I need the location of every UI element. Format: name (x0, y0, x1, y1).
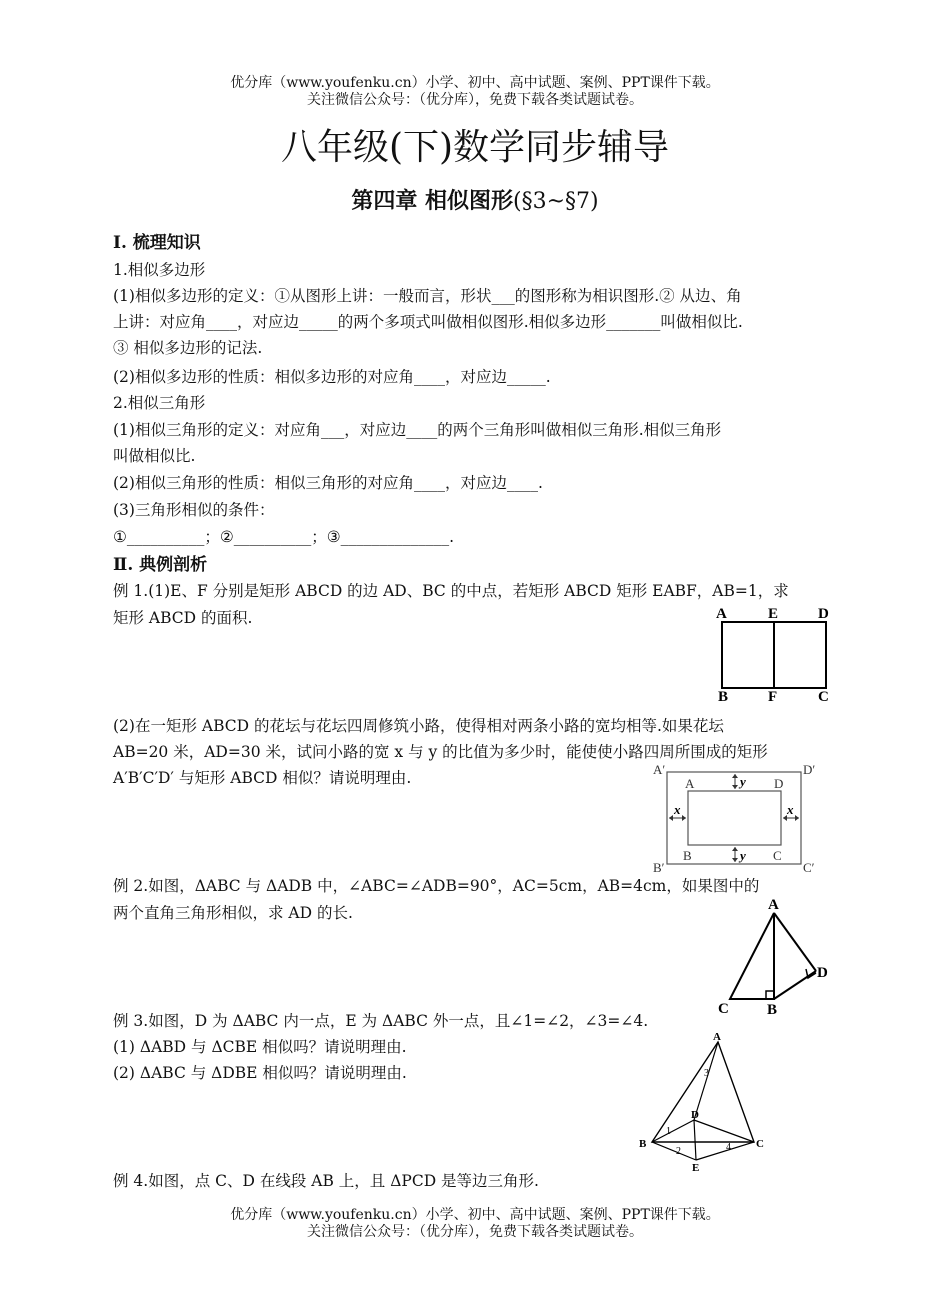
label-x-right: x (787, 802, 794, 817)
label-x-left: x (674, 802, 681, 817)
section-2-heading: Ⅱ. 典例剖析 (113, 555, 208, 575)
label-A: A (685, 776, 695, 791)
section-1-line: (2)相似多边形的性质：相似多边形的对应角____，对应边_____. (113, 368, 551, 386)
section-1-line: 上讲：对应角____，对应边_____的两个多项式叫做相似图形.相似多边形_______叫做相似比. (113, 313, 743, 331)
example-4-line: 例 4.如图，点 C、D 在线段 AB 上，且 ΔPCD 是等边三角形. (113, 1172, 539, 1190)
header-line-2: 关注微信公众号：（优分库），免费下载各类试题试卷。 (307, 92, 643, 108)
section-1-line: ①__________；②__________；③______________. (113, 528, 455, 546)
label-D: D (818, 606, 829, 622)
label-D: D (774, 776, 784, 791)
section-1-line: 1.相似多边形 (113, 261, 206, 279)
angle-2: 2 (676, 1146, 681, 1157)
example-1b-line: (2)在一矩形 ABCD 的花坛与花坛四周修筑小路，使得相对两条小路的宽均相等.如果花坛 (113, 717, 724, 735)
label-B: B (718, 689, 729, 705)
label-C-prime: C′ (803, 860, 815, 875)
label-D: D (817, 965, 828, 981)
page-title: 八年级(下)数学同步辅导 (280, 127, 670, 168)
label-B: B (767, 1002, 778, 1018)
angle-3: 3 (704, 1068, 709, 1079)
section-1-line: (1)相似多边形的定义：①从图形上讲：一般而言，形状___的图形称为相识图形.② 从边、角 (113, 287, 742, 305)
label-A: A (716, 606, 727, 622)
label-C: C (818, 689, 829, 705)
label-C: C (718, 1001, 729, 1017)
chapter-ref: (§3~§7) (513, 189, 599, 214)
section-1-line: (2)相似三角形的性质：相似三角形的对应角____，对应边____. (113, 474, 543, 492)
section-1-line: 2.相似三角形 (113, 394, 206, 412)
figure-rect-abcd (712, 604, 842, 704)
figure-garden-path (650, 760, 830, 874)
example-3-line: (1) ΔABD 与 ΔCBE 相似吗？请说明理由. (113, 1038, 407, 1056)
label-E: E (692, 1162, 700, 1174)
example-3-line: (2) ΔABC 与 ΔDBE 相似吗？请说明理由. (113, 1064, 407, 1082)
label-E: E (768, 606, 779, 622)
label-B-prime: B′ (653, 860, 665, 875)
section-1-heading: Ⅰ. 梳理知识 (113, 233, 201, 253)
angle-1: 1 (666, 1126, 671, 1137)
example-1-line: 矩形 ABCD 的面积. (113, 609, 253, 627)
label-C: C (773, 848, 782, 863)
label-F: F (768, 689, 778, 705)
example-1b-line: A′B′C′D′ 与矩形 ABCD 相似？请说明理由. (113, 769, 412, 787)
figure-right-triangles (712, 895, 834, 1019)
section-1-line: 叫做相似比. (113, 447, 196, 465)
example-1b-line: AB=20 米，AD=30 米，试问小路的宽 x 与 y 的比值为多少时，能使使小路四周所围成的矩形 (113, 743, 768, 761)
section-1-line: (1)相似三角形的定义：对应角___，对应边____的两个三角形叫做相似三角形.相似三角形 (113, 421, 722, 439)
label-C: C (756, 1138, 764, 1150)
chapter-name: 第四章 相似图形 (351, 188, 514, 214)
header-line-1: 优分库（www.youfenku.cn）小学、初中、高中试题、案例、PPT课件下载。 (230, 75, 720, 91)
example-2-line: 例 2.如图，ΔABC 与 ΔADB 中，∠ABC=∠ADB=90°，AC=5cm，AB=4cm，如果图中的 (113, 877, 760, 895)
label-B: B (639, 1138, 647, 1150)
section-1-line: (3)三角形相似的条件： (113, 501, 275, 519)
label-y-bottom: y (740, 848, 746, 863)
example-2-line: 两个直角三角形相似，求 AD 的长. (113, 904, 353, 922)
label-B: B (683, 848, 692, 863)
label-A: A (713, 1031, 721, 1043)
footer-line-2: 关注微信公众号：（优分库），免费下载各类试题试卷。 (307, 1224, 643, 1240)
footer-line-1: 优分库（www.youfenku.cn）小学、初中、高中试题、案例、PPT课件下载。 (230, 1207, 720, 1223)
label-y-top: y (740, 774, 746, 789)
section-1-line: ③ 相似多边形的记法. (113, 339, 263, 357)
label-A-prime: A′ (653, 762, 666, 777)
example-1-line: 例 1.(1)E、F 分别是矩形 ABCD 的边 AD、BC 的中点，若矩形 ABCD 矩形 EABF，AB=1，求 (113, 582, 789, 600)
label-D-prime: D′ (803, 762, 816, 777)
label-D: D (691, 1109, 699, 1121)
chapter-title (0, 186, 950, 217)
example-3-line: 例 3.如图，D 为 ΔABC 内一点，E 为 ΔABC 外一点，且∠1=∠2，∠3=∠4. (113, 1012, 649, 1030)
angle-4: 4 (726, 1142, 731, 1153)
figure-triangle-abc-de (636, 1030, 774, 1176)
label-A: A (768, 897, 779, 913)
